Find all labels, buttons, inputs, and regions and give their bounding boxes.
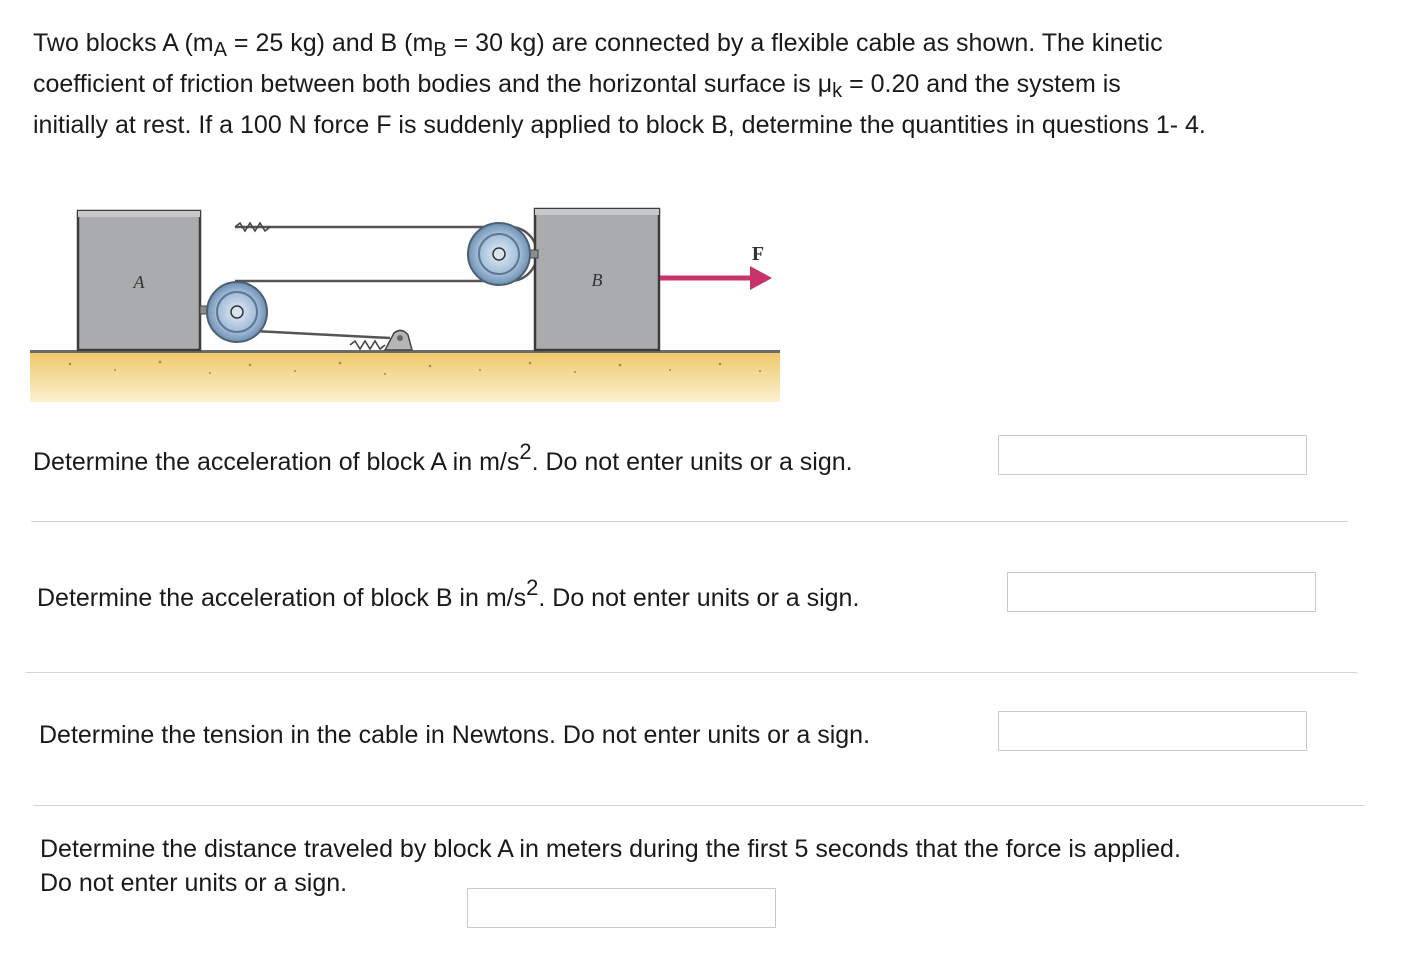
question-3: Determine the tension in the cable in Newtons. Do not enter units or a sign. — [39, 721, 871, 749]
divider-2 — [26, 672, 1357, 673]
answer-4-input[interactable] — [467, 888, 776, 928]
anchor-spring — [350, 341, 385, 349]
pulley-a-hub — [231, 306, 243, 318]
answer-2-input[interactable] — [1007, 572, 1316, 612]
ground-anchor-pin — [397, 335, 403, 341]
label-block-a: A — [133, 272, 145, 292]
blocks-pulley-figure — [30, 178, 782, 403]
answer-3-input[interactable] — [998, 711, 1307, 751]
statement-line-2: coefficient of friction between both bodies and the horizontal surface is $\mu_k = 0.20$ and the system is — [33, 70, 1121, 102]
statement-line-3: initially at rest. If a 100 N force F is suddenly applied to block B, determine the quantities in questions 1- 4. — [33, 111, 1206, 139]
answer-1-input[interactable] — [998, 435, 1307, 475]
divider-1 — [31, 521, 1348, 522]
block-a-top-face — [78, 211, 200, 217]
question-4: Determine the distance traveled by block A in meters during the first 5 seconds that the force is applied. Do not enter units or a sign. — [40, 835, 1181, 897]
label-force-f: F — [751, 243, 765, 265]
force-arrow-head — [750, 266, 772, 290]
ground-surface — [30, 350, 780, 402]
problem-statement — [33, 24, 1373, 145]
question-1: Determine the acceleration of block A in m/s2. Do not enter units or a sign. — [33, 439, 853, 476]
block-b-top-face — [535, 209, 659, 215]
pulley-b-hub — [493, 248, 505, 260]
statement-line-1: Two blocks A ($m_A = 25$ kg) and B ($m_B = 30$ kg) are connected by a flexible cable as shown. The kinetic — [33, 29, 1163, 61]
divider-3 — [33, 805, 1364, 806]
question-2: Determine the acceleration of block B in m/s2. Do not enter units or a sign. — [37, 575, 860, 612]
label-block-b: B — [591, 270, 603, 290]
